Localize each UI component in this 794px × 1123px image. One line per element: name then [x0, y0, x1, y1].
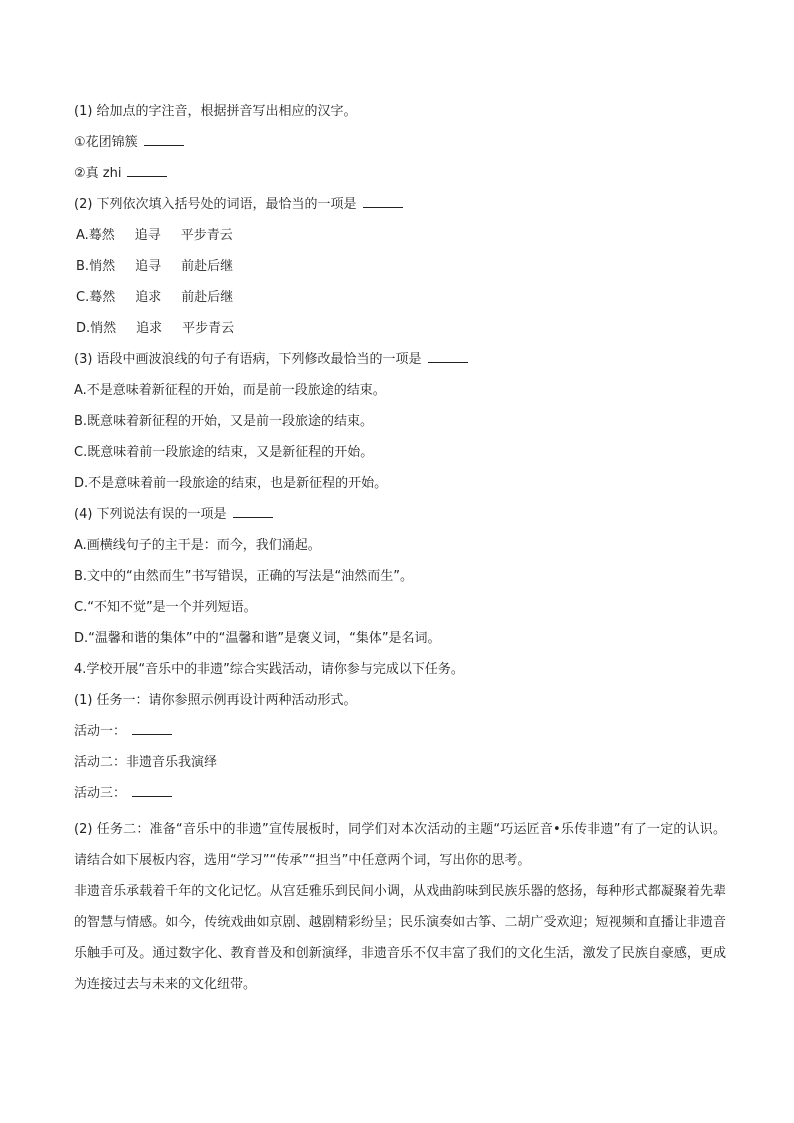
option-word: 悄然: [89, 259, 116, 274]
answer-blank[interactable]: [233, 505, 273, 518]
option-word: 追求: [135, 290, 162, 305]
answer-blank[interactable]: [127, 164, 167, 177]
option-row: [74, 318, 726, 349]
question-3-text: (3) 语段中画波浪线的句子有语病，下列修改最恰当的一项是: [74, 352, 422, 367]
option-label: C.: [76, 290, 90, 305]
option-row: [74, 535, 726, 566]
activity-1-text: 活动一：: [74, 724, 127, 739]
question-heading-text: 4.学校开展“音乐中的非遗”综合实践活动，请你参与完成以下任务。: [74, 662, 464, 677]
option-row: [74, 566, 726, 597]
option-label: D.: [76, 321, 91, 336]
activity-1: [74, 721, 726, 752]
option-text: B.既意味着新征程的开始，又是前一段旅途的结束。: [74, 414, 374, 429]
option-row: [74, 597, 726, 628]
activity-3-text: 活动三：: [74, 786, 127, 801]
answer-blank[interactable]: [132, 784, 172, 797]
question-1b: [74, 163, 726, 194]
activity-2: [74, 752, 726, 783]
task-2-text: (2) 任务二：准备“音乐中的非遗”宣传展板时，同学们对本次活动的主题“巧运匠音•乐传非遗”有了一定的认识。请结合如下展板内容，选用“学习”“传承”“担当”中任意两个词，写出你的思考。: [74, 822, 726, 868]
answer-blank[interactable]: [363, 195, 403, 208]
option-row: [74, 411, 726, 442]
question-1a-text: ①花团锦簇: [74, 135, 138, 150]
option-word: 平步青云: [180, 228, 233, 243]
question-2: [74, 194, 726, 225]
option-row: [74, 380, 726, 411]
option-word: 追求: [136, 321, 163, 336]
question-4-text: (4) 下列说法有误的一项是: [74, 507, 227, 522]
option-row: [74, 442, 726, 473]
task-1: [74, 690, 726, 721]
option-word: 前赴后继: [181, 259, 234, 274]
option-word: 悄然: [90, 321, 117, 336]
question-1: [74, 101, 726, 132]
answer-blank[interactable]: [144, 133, 184, 146]
option-text: D.“温馨和谐的集体”中的“温馨和谐”是褒义词，“集体”是名词。: [74, 631, 441, 646]
option-row: [74, 225, 726, 256]
task-1-text: (1) 任务一：请你参照示例再设计两种活动形式。: [74, 693, 357, 708]
question-1-text: (1) 给加点的字注音，根据拼音写出相应的汉字。: [74, 104, 357, 119]
option-text: B.文中的“由然而生”书写错误，正确的写法是“油然而生”。: [74, 569, 413, 584]
option-row: [74, 287, 726, 318]
option-text: A.不是意味着新征程的开始，而是前一段旅途的结束。: [74, 383, 386, 398]
question-1a: [74, 132, 726, 163]
option-row: [74, 256, 726, 287]
option-text: C.“不知不觉”是一个并列短语。: [74, 600, 257, 615]
question-2-text: (2) 下列依次填入括号处的词语，最恰当的一项是: [74, 197, 357, 212]
activity-3: [74, 783, 726, 814]
question-4: [74, 504, 726, 535]
option-text: C.既意味着前一段旅途的结束，又是新征程的开始。: [74, 445, 374, 460]
option-word: 平步青云: [182, 321, 235, 336]
option-label: A.: [76, 228, 89, 243]
option-text: D.不是意味着前一段旅途的结束，也是新征程的开始。: [74, 476, 388, 491]
question-1b-text: ②真 zhi: [74, 166, 122, 181]
question-content: [74, 101, 726, 1000]
option-text: A.画横线句子的主干是：而今，我们涌起。: [74, 538, 321, 553]
option-label: B.: [76, 259, 90, 274]
answer-blank[interactable]: [132, 722, 172, 735]
passage-text: 非遗音乐承载着千年的文化记忆。从宫廷雅乐到民间小调，从戏曲韵味到民族乐器的悠扬，每种形式都凝聚着先辈的智慧与情感。如今，传统戏曲如京剧、越剧精彩纷呈；民乐演奏如古筝、二胡广受欢迎；短视频和直播让非遗音乐触手可及。通过数字化、教育普及和创新演绎，非遗音乐不仅丰富了我们的文化生活，激发了民族自豪感，更成为连接过去与未来的文化纽带。: [74, 884, 726, 992]
option-row: [74, 628, 726, 659]
answer-blank[interactable]: [428, 350, 468, 363]
option-word: 追寻: [135, 259, 162, 274]
option-word: 蓦然: [88, 228, 115, 243]
question-3: [74, 349, 726, 380]
question-heading: [74, 659, 726, 690]
option-word: 前赴后继: [181, 290, 234, 305]
option-word: 追寻: [134, 228, 161, 243]
option-row: [74, 473, 726, 504]
option-word: 蓦然: [89, 290, 116, 305]
activity-2-text: 活动二：非遗音乐我演绎: [74, 755, 218, 770]
